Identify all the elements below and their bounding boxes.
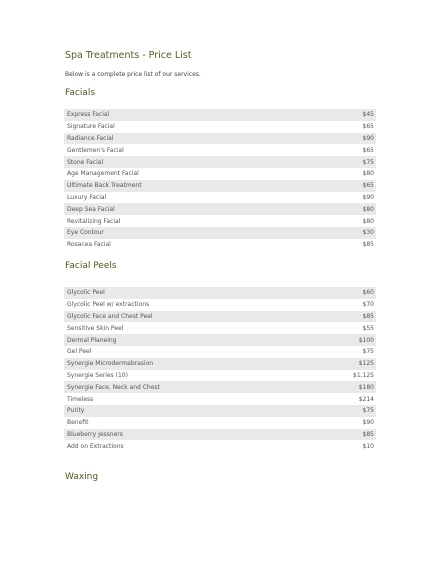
treatment-name: Express Facial — [67, 111, 110, 119]
treatment-price: $90 — [362, 134, 374, 142]
treatment-name: Synergie Series (10) — [67, 371, 128, 379]
treatment-name: Add on Extractions — [67, 442, 124, 450]
treatment-name: Stone Facial — [67, 158, 104, 166]
treatment-name: Sensitive Skin Peel — [67, 324, 124, 332]
treatment-name: Synergie Microdermabrasion — [67, 360, 154, 368]
table-row — [64, 381, 376, 393]
treatment-price: $75 — [362, 348, 374, 356]
treatment-price: $55 — [362, 324, 374, 332]
intro-text: Below is a complete price list of our services. — [65, 71, 201, 78]
treatment-price: $1,125 — [353, 371, 374, 379]
table-row — [64, 239, 376, 251]
table-row — [64, 334, 376, 346]
treatment-price: $75 — [362, 158, 374, 166]
table-row — [64, 109, 376, 121]
treatment-price: $180 — [358, 383, 374, 391]
treatment-name: Purity — [67, 407, 85, 415]
treatment-name: Timeless — [67, 395, 94, 403]
treatment-price: $60 — [362, 289, 374, 297]
treatment-price: $65 — [362, 146, 374, 154]
treatment-price: $80 — [362, 217, 374, 225]
table-row — [64, 311, 376, 323]
treatment-price: $125 — [358, 360, 374, 368]
table-row — [64, 203, 376, 215]
table-row — [64, 358, 376, 370]
table-row — [64, 287, 376, 299]
table-row — [64, 121, 376, 133]
facials-price-table — [64, 109, 376, 251]
treatment-name: Gel Peel — [67, 348, 92, 356]
table-row — [64, 156, 376, 168]
treatment-price: $45 — [362, 111, 374, 119]
treatment-name: Blueberry Jessners — [67, 430, 123, 438]
table-row — [64, 440, 376, 452]
treatment-name: Ultimate Back Treatment — [67, 182, 142, 190]
treatment-name: Glycolic Peel — [67, 289, 105, 297]
treatment-name: Deep Sea Facial — [67, 205, 115, 213]
treatment-name: Radiance Facial — [67, 134, 114, 142]
treatment-name: Dermal Planeing — [67, 336, 117, 344]
treatment-price: $85 — [362, 430, 374, 438]
treatment-name: Rosacea Facial — [67, 241, 111, 249]
treatment-price: $65 — [362, 182, 374, 190]
treatment-price: $85 — [362, 312, 374, 320]
treatment-price: $65 — [362, 123, 374, 131]
treatment-price: $90 — [362, 419, 374, 427]
treatment-name: Luxury Facial — [67, 193, 107, 201]
section-heading-facials: Facials — [65, 88, 96, 98]
treatment-name: Glycolic Peel w/ extractions — [67, 301, 150, 309]
table-row — [64, 144, 376, 156]
table-row — [64, 180, 376, 192]
table-row — [64, 192, 376, 204]
treatment-name: Revitalizing Facial — [67, 217, 121, 225]
treatment-price: $80 — [362, 205, 374, 213]
section-heading-facial-peels: Facial Peels — [65, 261, 117, 271]
table-row — [64, 227, 376, 239]
table-row — [64, 133, 376, 145]
treatment-price: $100 — [358, 336, 374, 344]
table-row — [64, 393, 376, 405]
page-title: Spa Treatments - Price List — [65, 50, 192, 61]
treatment-name: Signature Facial — [67, 123, 115, 131]
treatment-price: $75 — [362, 407, 374, 415]
treatment-name: Eye Contour — [67, 229, 104, 237]
section-heading-waxing: Waxing — [65, 472, 99, 482]
table-row — [64, 215, 376, 227]
treatment-price: $80 — [362, 170, 374, 178]
table-row — [64, 168, 376, 180]
table-row — [64, 405, 376, 417]
treatment-price: $10 — [362, 442, 374, 450]
treatment-price: $70 — [362, 301, 374, 309]
treatment-name: Benefit — [67, 419, 89, 427]
treatment-name: Age Management Facial — [67, 170, 139, 178]
treatment-name: Glycolic Face and Chest Peel — [67, 312, 153, 320]
treatment-name: Gentlemen's Facial — [67, 146, 124, 154]
table-row — [64, 429, 376, 441]
facial-peels-price-table — [64, 287, 376, 452]
table-row — [64, 299, 376, 311]
table-row — [64, 346, 376, 358]
table-row — [64, 417, 376, 429]
treatment-price: $90 — [362, 193, 374, 201]
table-row — [64, 370, 376, 382]
table-row — [64, 322, 376, 334]
treatment-price: $85 — [362, 241, 374, 249]
treatment-price: $30 — [362, 229, 374, 237]
treatment-name: Synergie Face, Neck and Chest — [67, 383, 160, 391]
treatment-price: $214 — [358, 395, 374, 403]
